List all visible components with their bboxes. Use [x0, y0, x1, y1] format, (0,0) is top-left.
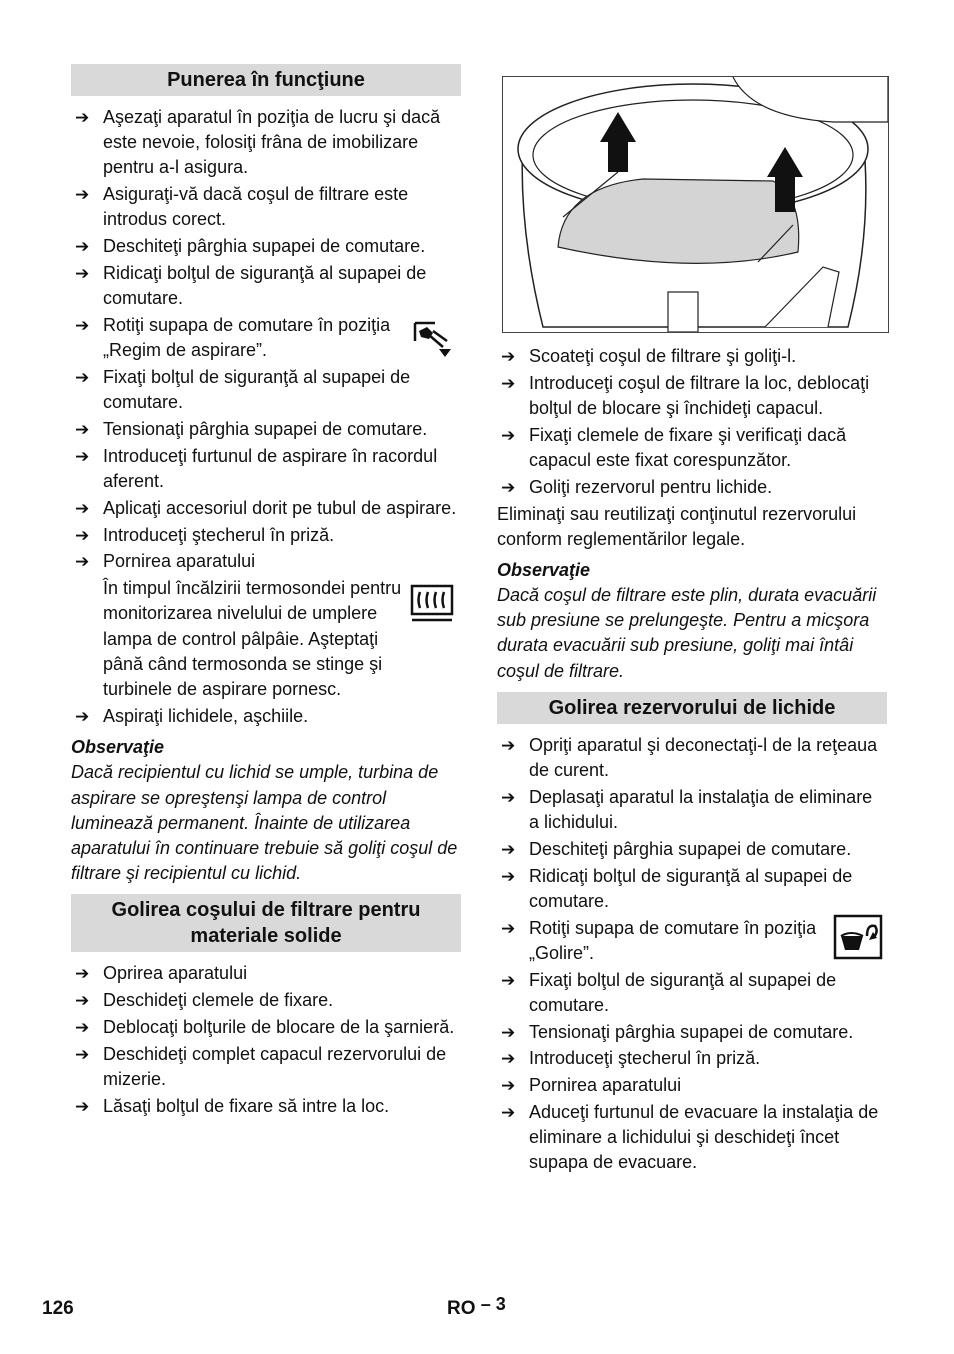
arrow-icon: ➔ — [75, 1044, 90, 1064]
section-number: – 3 — [480, 1294, 506, 1314]
arrow-icon: ➔ — [75, 368, 90, 387]
note-title: Observaţie — [497, 560, 591, 580]
arrow-icon: ➔ — [75, 264, 90, 283]
arrow-icon: ➔ — [501, 347, 516, 366]
step: ➔ Introduceţi ştecherul în priză. — [71, 523, 461, 548]
arrow-icon: ➔ — [75, 525, 90, 545]
arrow-icon: ➔ — [501, 1103, 516, 1122]
arrow-icon: ➔ — [75, 707, 90, 727]
arrow-icon: ➔ — [75, 420, 90, 439]
arrow-icon: ➔ — [75, 552, 90, 572]
step: ➔ Scoateţi coşul de filtrare şi goliţi-l. — [497, 344, 887, 369]
step: ➔ Rotiţi supapa de comutare în poziţia „Golire”. — [497, 916, 887, 966]
arrow-icon: ➔ — [75, 316, 90, 335]
step: ➔ Asiguraţi-vă dacă coşul de filtrare este introdus corect. — [75, 184, 409, 230]
left-column — [71, 64, 461, 1121]
step: ➔ Aşezaţi aparatul în poziţia de lucru şi dacă este nevoie, folosiţi frâna de imobilizare pentru a-l asigura. — [75, 107, 441, 178]
heading-empty-filter-basket: Golirea coşului de filtrare pentru materiale solide — [71, 894, 461, 952]
arrow-icon: ➔ — [75, 108, 90, 127]
step: ➔ Introduceţi furtunul de aspirare în racordul aferent. — [75, 445, 438, 491]
arrow-icon: ➔ — [501, 425, 516, 445]
step: ➔ Ridicaţi bolţul de siguranţă al supapei de comutare. — [501, 865, 853, 911]
drain-mode-icon — [833, 914, 883, 960]
step: ➔ Deschiteţi pârghia supapei de comutare. — [71, 234, 461, 259]
step: ➔ Ridicaţi bolţul de siguranţă al supapei de comutare. — [75, 263, 427, 309]
arrow-icon: ➔ — [75, 1018, 90, 1038]
step: ➔ Tensionaţi pârghia supapei de comutare. — [71, 417, 461, 442]
note-text: Dacă recipientul cu lichid se umple, turbina de aspirare se opreştenşi lampa de control luminează permanent. Înainte de utilizarea aparatului în continuare trebuie să goliţi coşul de filtrare şi recipientul cu lichid. — [71, 762, 458, 884]
arrow-icon: ➔ — [501, 839, 516, 859]
disposal-paragraph: Eliminaţi sau reutilizaţi conţinutul rezervorului conform reglementărilor legale. — [497, 503, 857, 549]
arrow-icon: ➔ — [501, 866, 516, 886]
step: ➔ Rotiţi supapa de comutare în poziţia „Regim de aspirare”. — [71, 313, 461, 363]
arrow-icon: ➔ — [75, 1096, 90, 1116]
arrow-icon: ➔ — [501, 735, 516, 755]
step: ➔ Deblocaţi bolţurile de blocare de la şarnieră. — [71, 1015, 461, 1040]
heading-empty-liquid-tank: Golirea rezervorului de lichide — [497, 692, 887, 724]
arrow-icon: ➔ — [501, 1022, 516, 1042]
step: ➔ Pornirea aparatului — [497, 1073, 887, 1098]
arrow-icon: ➔ — [75, 237, 90, 257]
step: ➔ Oprirea aparatului — [71, 961, 461, 986]
note-text: Dacă coşul de filtrare este plin, durata evacuării sub presiune se prelungeşte. Pentru a micşora durata evacuării sub presiune, goliţi mai întâi coşul de filtrare. — [497, 585, 877, 681]
thermosensor-info: În timpul încălzirii termosondei pentru monitorizarea nivelului de umplere lampa de control pâlpâie. Aşteptaţi până când termosonda se stinge şi turbinele de aspirare pornesc. — [71, 576, 461, 702]
arrow-icon: ➔ — [501, 787, 516, 807]
page-number: 126 — [42, 1298, 74, 1319]
step: ➔ Deplasaţi aparatul la instalaţia de eliminare a lichidului. — [501, 786, 873, 833]
arrow-icon: ➔ — [501, 373, 516, 393]
step: ➔ Fixaţi bolţul de siguranţă al supapei de comutare. — [75, 367, 411, 413]
step: ➔ Deschiteţi pârghia supapei de comutare. — [497, 837, 887, 862]
arrow-icon: ➔ — [75, 446, 90, 466]
heater-lamp-icon — [409, 582, 455, 624]
step: ➔ Aplicaţi accesoriul dorit pe tubul de aspirare. — [71, 496, 461, 521]
arrow-icon: ➔ — [75, 498, 90, 518]
arrow-icon: ➔ — [501, 1076, 516, 1096]
arrow-icon: ➔ — [75, 964, 90, 984]
step: ➔ Deschideţi clemele de fixare. — [71, 988, 461, 1013]
step: ➔ Fixaţi clemele de fixare şi verificaţi dacă capacul este fixat corespunzător. — [501, 424, 847, 470]
step: ➔ Goliţi rezervorul pentru lichide. — [497, 475, 887, 500]
filter-basket-illustration — [502, 76, 889, 333]
arrow-icon: ➔ — [75, 991, 90, 1011]
step: ➔ Pornirea aparatului — [71, 549, 461, 574]
step: ➔ Introduceţi coşul de filtrare la loc, deblocaţi bolţul de blocare şi închideţi capacul. — [501, 372, 870, 418]
suction-mode-icon — [411, 317, 455, 361]
arrow-icon: ➔ — [501, 1049, 516, 1069]
heading-start-operation: Punerea în funcţiune — [71, 64, 461, 96]
note-title: Observaţie — [71, 737, 165, 758]
step: ➔ Aspiraţi lichidele, aşchiile. — [71, 704, 461, 729]
step: ➔ Aduceţi furtunul de evacuare la instalaţia de eliminare a lichidului şi deschideţi încet supapa de evacuare. — [501, 1102, 879, 1173]
step: ➔ Tensionaţi pârghia supapei de comutare. — [497, 1020, 887, 1045]
arrow-icon: ➔ — [501, 970, 516, 990]
step: ➔ Fixaţi bolţul de siguranţă al supapei de comutare. — [501, 969, 837, 1015]
arrow-icon: ➔ — [501, 918, 516, 938]
right-column — [497, 64, 887, 1177]
language-code: RO – 3 — [447, 1294, 506, 1319]
arrow-icon: ➔ — [501, 477, 516, 497]
arrow-icon: ➔ — [75, 185, 90, 205]
step: ➔ Opriţi aparatul şi deconectaţi-l de la reţeaua de curent. — [501, 734, 878, 781]
step: ➔ Deschideţi complet capacul rezervorului de mizerie. — [75, 1043, 447, 1090]
step: ➔ Lăsaţi bolţul de fixare să intre la loc. — [71, 1094, 461, 1119]
step: ➔ Introduceţi ştecherul în priză. — [497, 1046, 887, 1071]
